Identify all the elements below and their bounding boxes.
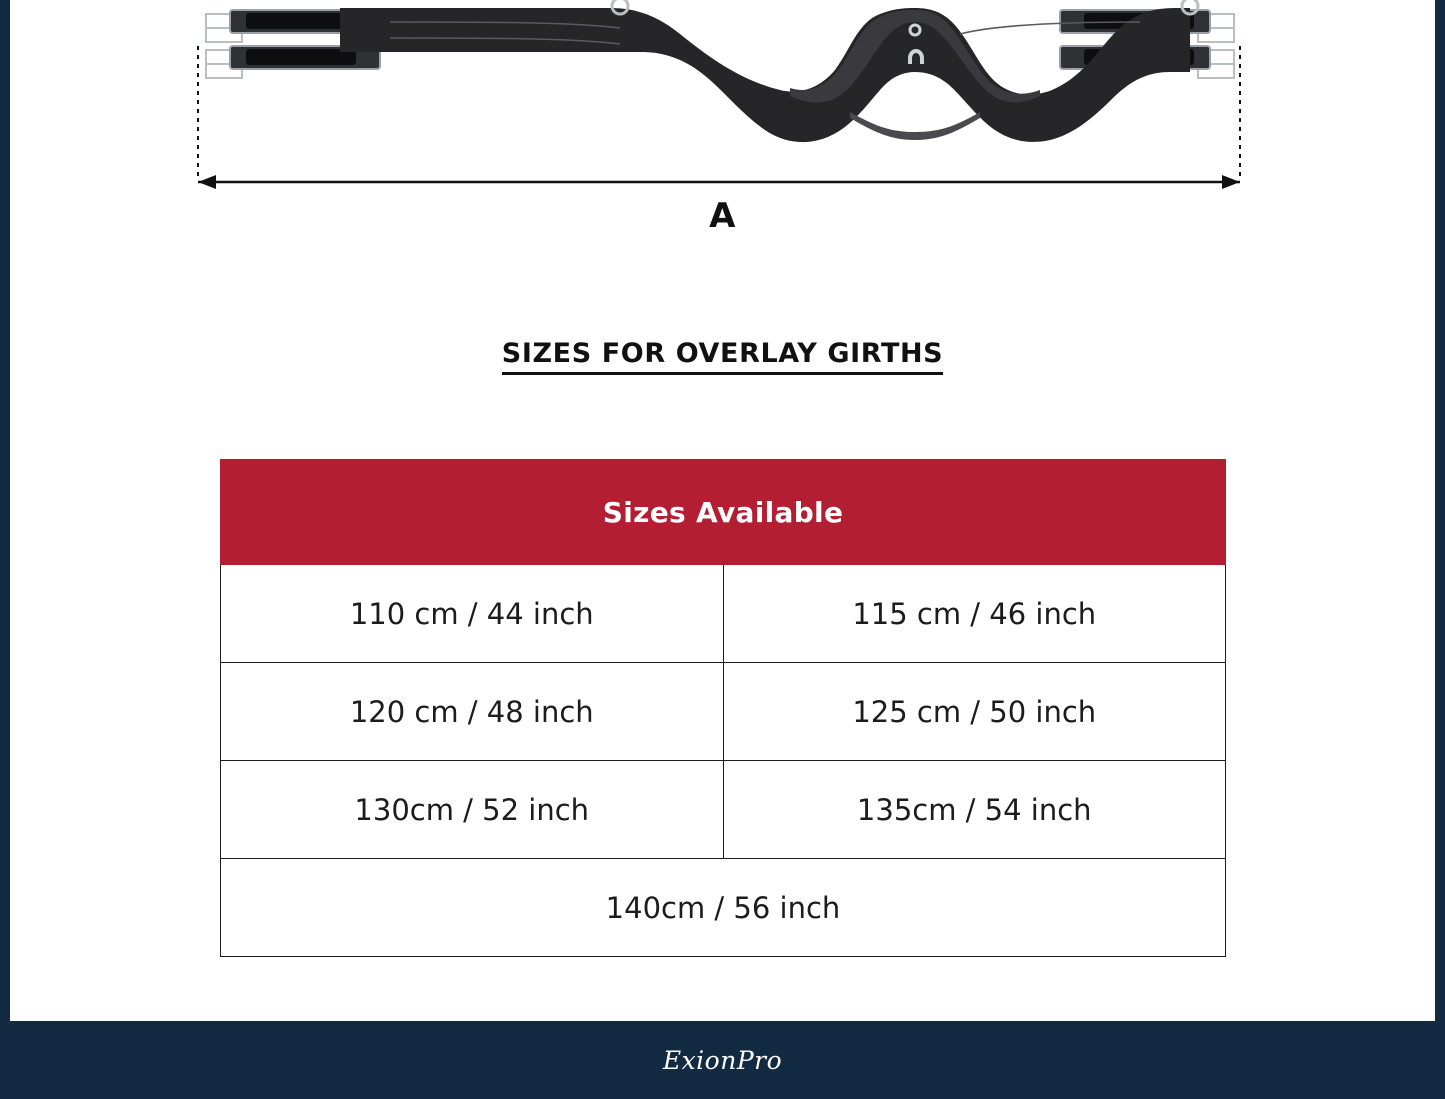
table-row: [221, 565, 1226, 663]
size-cell: 125 cm / 50 inch: [723, 663, 1226, 761]
size-cell: 120 cm / 48 inch: [221, 663, 724, 761]
table-row: [221, 761, 1226, 859]
size-cell: 135cm / 54 inch: [723, 761, 1226, 859]
dimension-label-a: A: [709, 196, 736, 236]
girth-illustration: [190, 0, 1250, 210]
size-cell-full-width: 140cm / 56 inch: [221, 859, 1226, 957]
page-title: [0, 338, 1445, 369]
size-cell: 110 cm / 44 inch: [221, 565, 724, 663]
size-cell: 115 cm / 46 inch: [723, 565, 1226, 663]
page-title-text: SIZES FOR OVERLAY GIRTHS: [502, 338, 943, 375]
size-cell: 130cm / 52 inch: [221, 761, 724, 859]
center-billet-accent: [850, 112, 980, 140]
product-illustration-area: [0, 0, 1445, 260]
table-row: [221, 663, 1226, 761]
sizes-table: [220, 459, 1226, 957]
footer-bar: [0, 1021, 1445, 1099]
brand-logo: ExionPro: [662, 1045, 783, 1075]
table-header-row: [221, 460, 1226, 565]
table-header-label: Sizes Available: [221, 460, 1226, 565]
table-row: [221, 859, 1226, 957]
